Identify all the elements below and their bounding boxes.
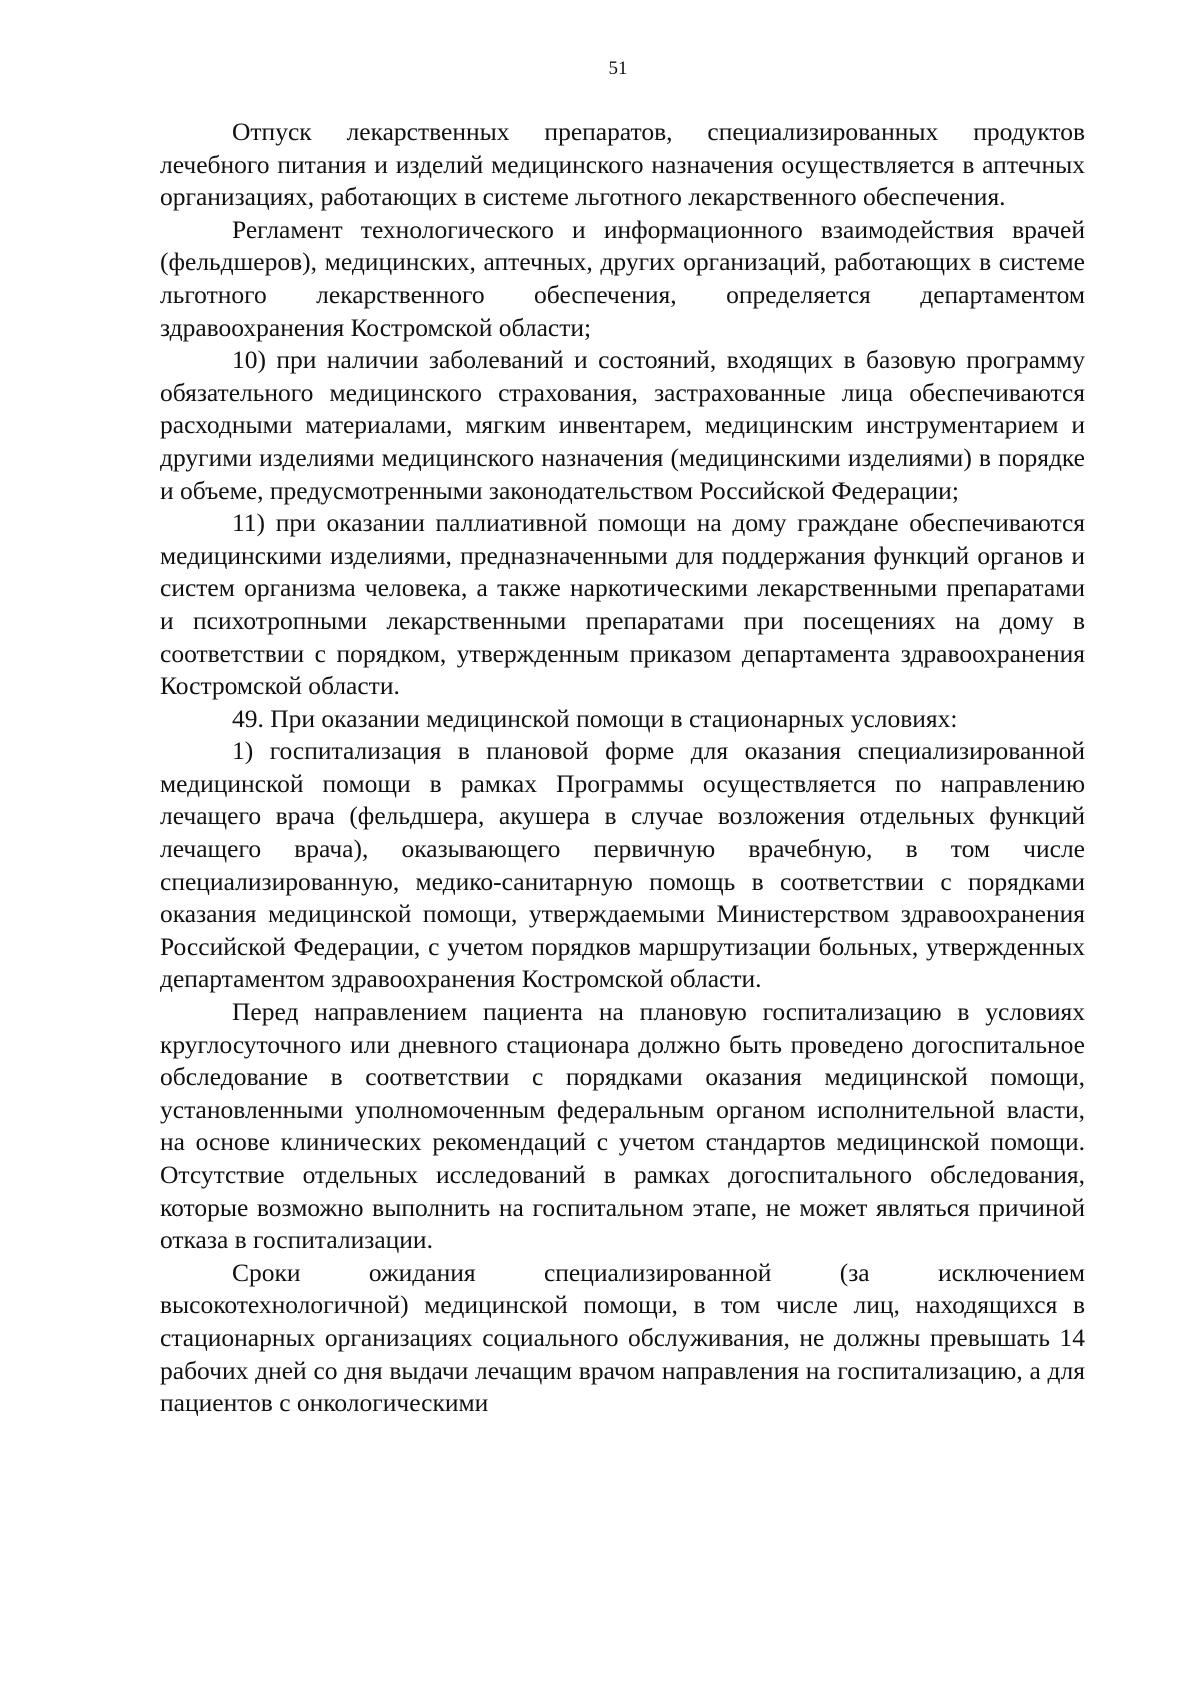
- paragraph-waiting-times: Сроки ожидания специализированной (за исключением высокотехнологичной) медицинской помощи, в том числе лиц, находящихся в стационарных организациях социального обслуживания, не должны превышать 14 рабочих дней со дня выдачи лечащим врачом направления на госпитализацию, а для пациентов с онкологическими: [160, 1257, 1085, 1418]
- paragraph-item-1-hospitalization: 1) госпитализация в плановой форме для оказания специализированной медицинской помощи в рамках Программы осуществляется по направлению лечащего врача (фельдшера, акушера в случае возложения отдельных функций лечащего врача), оказывающего первичную врачебную, в том числе специализированную, медико-санитарную помощь в соответствии с порядками оказания медицинской помощи, утверждаемыми Министерством здравоохранения Российской Федерации, с учетом порядков маршрутизации больных, утвержденных департаментом здравоохранения Костромской области.: [160, 736, 1085, 994]
- paragraph-pharmacy-dispensing: Отпуск лекарственных препаратов, специализированных продуктов лечебного питания и изделий медицинского назначения осуществляется в аптечных организациях, работающих в системе льготного лекарственного обеспечения.: [160, 117, 1085, 212]
- paragraph-section-49: 49. При оказании медицинской помощи в стационарных условиях:: [232, 703, 958, 733]
- document-body: [160, 116, 1085, 1420]
- page-number: 51: [608, 58, 628, 79]
- paragraph-pre-hospital-examination: Перед направлением пациента на плановую госпитализацию в условиях круглосуточного или дневного стационара должно быть проведено догоспитальное обследование в соответствии с порядками оказания медицинской помощи, установленными уполномоченным федеральным органом исполнительной власти, на основе клинических рекомендаций с учетом стандартов медицинской помощи. Отсутствие отдельных исследований в рамках догоспитального обследования, которые возможно выполнить на госпитальном этапе, не может являться причиной отказа в госпитализации.: [160, 997, 1085, 1255]
- paragraph-item-11: 11) при оказании паллиативной помощи на дому граждане обеспечиваются медицинскими изделиями, предназначенными для поддержания функций органов и систем организма человека, а также наркотическими лекарственными препаратами и психотропными лекарственными препаратами при посещениях на дому в соответствии с порядком, утвержденным приказом департамента здравоохранения Костромской области.: [160, 508, 1085, 701]
- paragraph-item-10: 10) при наличии заболеваний и состояний, входящих в базовую программу обязательного медицинского страхования, застрахованные лица обеспечиваются расходными материалами, мягким инвентарем, медицинским инструментарием и другими изделиями медицинского назначения (медицинскими изделиями) в порядке и объеме, предусмотренными законодательством Российской Федерации;: [160, 345, 1085, 505]
- paragraph-interaction-regulation: Регламент технологического и информационного взаимодействия врачей (фельдшеров), медицинских, аптечных, других организаций, работающих в системе льготного лекарственного обеспечения, определяется департаментом здравоохранения Костромской области;: [160, 214, 1085, 342]
